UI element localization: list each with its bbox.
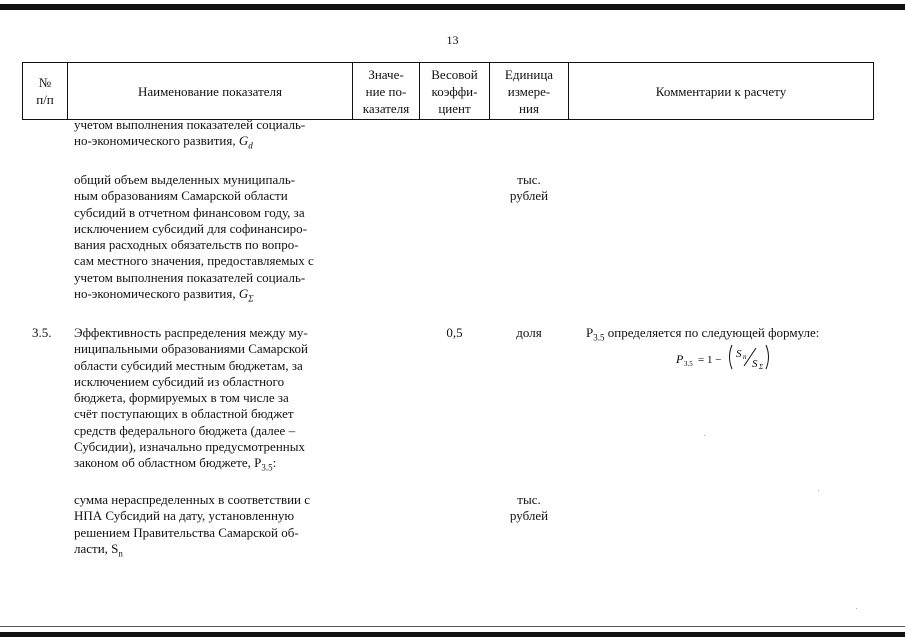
svg-text:S: S [736, 348, 742, 360]
header-value: Значе- ние по- казателя [352, 62, 420, 120]
header-number: № п/п [22, 62, 68, 120]
header-unit: Единица измере- ния [489, 62, 569, 120]
svg-text:3.5: 3.5 [684, 360, 693, 368]
svg-text:P: P [676, 352, 684, 366]
row-3-5-number: 3.5. [32, 325, 52, 340]
bottom-rule [0, 632, 905, 637]
header-comment: Комментарии к расчету [568, 62, 874, 120]
row-undistributed-text: сумма нераспределенных в соответствии с НПА Субсидий на дату, установленную решением Правительства Самарской об- ласти, $S_n$ [74, 492, 311, 559]
svg-text:Σ: Σ [759, 363, 764, 371]
header-weight: Весовой коэффи- циент [419, 62, 490, 120]
svg-text:n: n [743, 353, 747, 361]
row-3-5-comment: $Р_{3.5}$ определяется по следующей формуле: [586, 325, 820, 343]
svg-text:= 1 −: = 1 − [698, 354, 722, 366]
bottom-thin-rule [0, 626, 905, 627]
row-continuation-text: учетом выполнения показателей социаль- но-экономического развития, $G_d$ [74, 117, 306, 151]
row-3-5-unit: доля [516, 325, 542, 340]
row-3-5-text: Эффективность распределения между му- ниципальными образованиями Самарской области субсидий местным бюджетам, за исключением субсидий из областного бюджета, формируемых в том числе за счёт поступающих в областной бюджет средств федерального бюджета (далее – Субсидии), изначально предусмотренных законом об областном бюджете, $Р_{3.5}$: [74, 325, 308, 473]
row-undistributed-unit: тыс. рублей [509, 492, 549, 524]
row-3-5-weight: 0,5 [446, 325, 463, 340]
scan-speck [818, 490, 819, 491]
scan-speck [856, 608, 857, 609]
header-indicator-name: Наименование показателя [67, 62, 353, 120]
row-total-subsidies-unit: тыс. рублей [509, 172, 549, 204]
top-rule [0, 4, 905, 10]
page-number: 13 [446, 33, 459, 47]
scan-speck [704, 435, 705, 436]
svg-text:S: S [752, 358, 758, 370]
formula-p35 [676, 342, 786, 372]
row-total-subsidies-text: общий объем выделенных муниципаль- ным образованиям Самарской области субсидий в отчетном финансовом году, за исключением субсидий для софинансиро- вания расходных обязательств по вопро- сам местного значения, предоставляемых с учетом выполнения показателей социаль- но-экономического развития, $G_\Sigma$ [74, 172, 314, 304]
